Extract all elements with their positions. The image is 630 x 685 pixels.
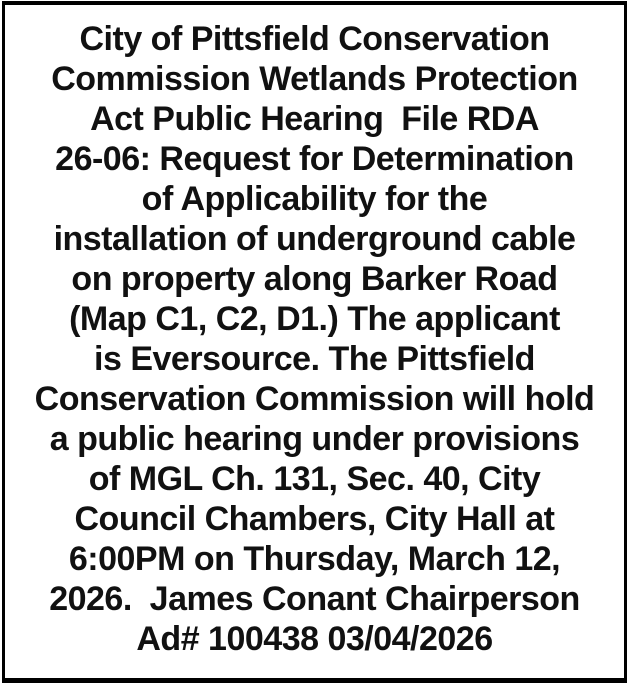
notice-line: installation of underground cable	[53, 220, 576, 258]
notice-line: on property along Barker Road	[71, 260, 558, 298]
notice-line: a public hearing under provisions	[49, 420, 580, 458]
notice-line: Commission Wetlands Protection	[51, 60, 578, 98]
notice-line: is Eversource. The Pittsfield	[94, 340, 535, 378]
notice-line: (Map C1, C2, D1.) The applicant	[69, 300, 560, 338]
notice-line: of Applicability for the	[141, 180, 488, 218]
legal-notice-ad	[2, 1, 627, 683]
notice-line: Conservation Commission will hold	[34, 380, 595, 418]
notice-line: 2026. James Conant Chairperson	[49, 580, 580, 618]
notice-line: Council Chambers, City Hall at	[74, 500, 555, 538]
notice-line: 6:00PM on Thursday, March 12,	[68, 540, 561, 578]
notice-line: 26-06: Request for Determination	[55, 140, 574, 178]
notice-line: City of Pittsfield Conservation	[79, 20, 550, 58]
notice-ad-number-line: Ad# 100438 03/04/2026	[136, 620, 493, 658]
notice-line: Act Public Hearing File RDA	[90, 100, 539, 138]
notice-line: of MGL Ch. 131, Sec. 40, City	[88, 460, 541, 498]
